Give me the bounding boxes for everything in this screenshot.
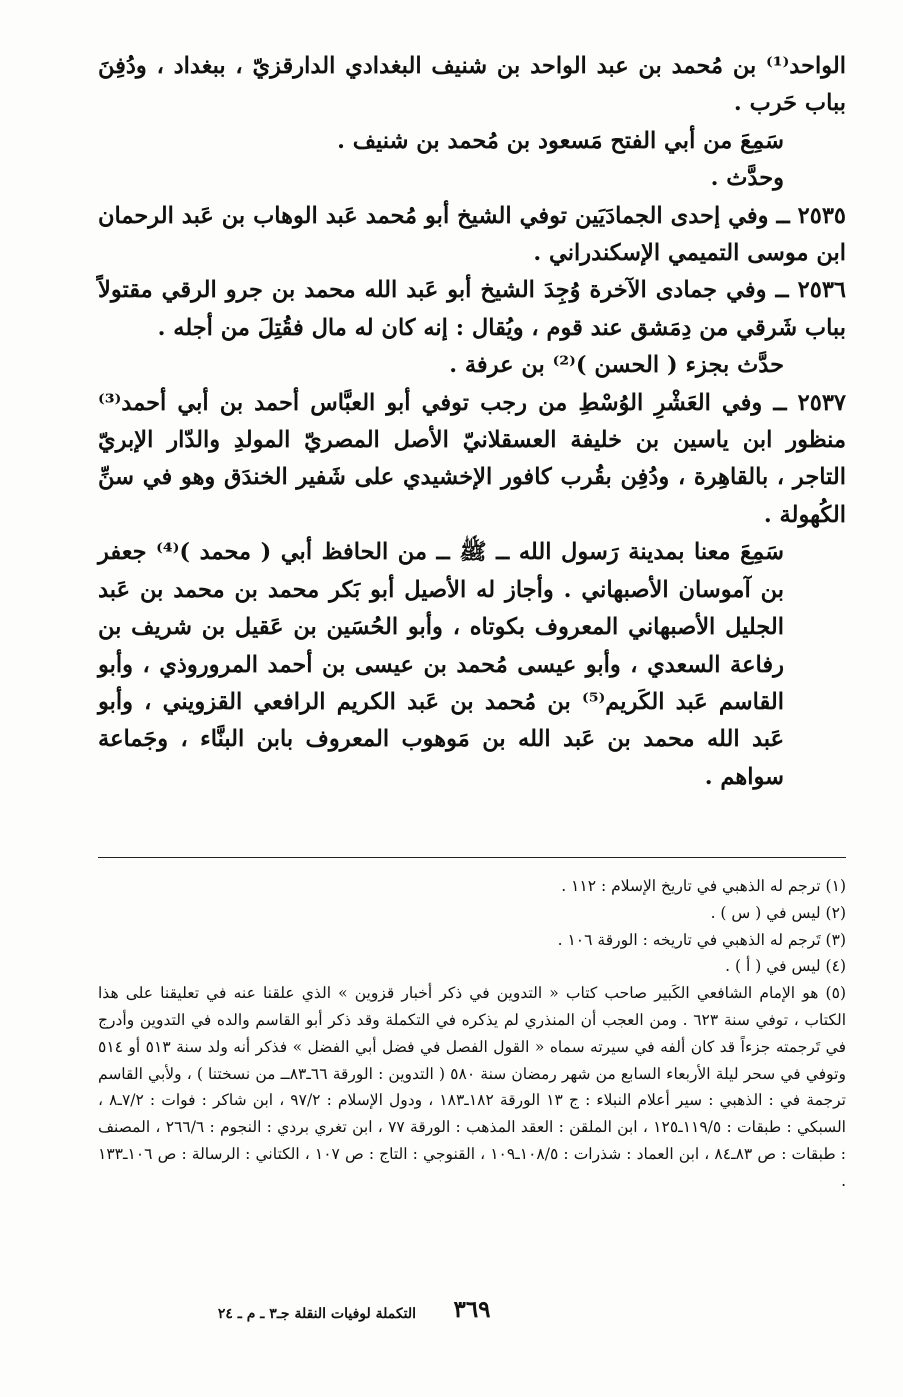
entry-2536: ٢٥٣٦ ــ وفي جمادى الآخرة وُجِدَ الشيخ أبو عَبد الله محمد بن جرو الرقي مقتولاً بباب شَرقي من دِمَشق عند قوم ، ويُقال : إنه كان له مال فقُتِلَ من أجله . <box>98 277 846 341</box>
footnote-2: (٢) ليس في ( س ) . <box>710 903 846 922</box>
entry-2536-narrated: حدَّث بجزء ( الحسن )⁽²⁾ بن عرفة . <box>449 352 784 379</box>
footnote-3: (٣) تَرجم له الذهبي في تاريخه : الورقة ١٠٦ . <box>557 930 846 949</box>
entry-2537: ٢٥٣٧ ــ وفي العَشْرِ الوُسْطِ من رجب توفي أبو العبَّاس أحمد بن أبي أحمد⁽³⁾ منظور ابن ياسين بن خليفة العسقلانيّ الأصل المصريّ المولدِ والدّار الإبريّ التاجر ، بالقاهِرة ، ودُفِن بقُرب كافور الإخشيدي على شَفير الخندَق وهو في سنِّ الكُهولة . <box>98 389 846 528</box>
paragraph-2534-narrated: وحدَّث . <box>710 165 784 192</box>
paragraph-2534-cont: الواحد⁽¹⁾ بن مُحمد بن عبد الواحد بن شنيف البغدادي الدارقزيّ ، ببغداد ، ودُفِنَ بباب حَرب . <box>98 53 846 117</box>
printer-signature: التكملة لوفيات النقلة جـ٣ ـ م ـ ٢٤ <box>217 1306 416 1322</box>
entry-2537-heard: سَمِعَ معنا بمدينة رَسول الله ــ ﷺ ــ من الحافظ أبي ( محمد )⁽⁴⁾ جعفر بن آموسان الأصبهاني . وأجاز له الأصيل أبو بَكر محمد بن محمد بن عَبد الجليل الأصبهاني المعروف بكوتاه ، وأبو الحُسَين بن عَقيل بن شريف بن رفاعة السعدي ، وأبو عيسى مُحمد بن عيسى بن أحمد المروروذي ، وأبو القاسم عَبد الكَريم⁽⁵⁾ بن مُحمد بن عَبد الكريم الرافعي القزويني ، وأبو عَبد الله محمد بن عَبد الله بن مَوهوب المعروف بابن البنَّاء ، وجَماعة سواهم . <box>98 539 785 790</box>
footnote-divider <box>98 857 846 858</box>
footnote-1: (١) ترجم له الذهبي في تاريخ الإسلام : ١١٢ . <box>561 877 846 895</box>
paragraph-2534-heard: سَمِعَ من أبي الفتح مَسعود بن مُحمد بن شنيف . <box>337 127 784 154</box>
footnote-5: (٥) هو الإمام الشافعي الكَبير صاحب كتاب « التدوين في ذكر أخبار قزوين » الذي علقنا عنه في تعليقنا على هذا الكتاب ، توفي سنة ٦٢٣ . ومن العجب أن المنذري لم يذكره في التكملة وقد ذكر أبو القاسم والده في التدوين وأدرج في تَرجمته جزءاً قد كان ألفه في سيرته سماه « القول الفصل في فضل أبي الفضل » فذكر أنه ولد سنة ٥١٣ أو ٥١٤ وتوفي في سحر ليلة الأربعاء السابع من شهر رمضان سنة ٥٨٠ ( التدوين : الورقة ٦٦ـ٨٣ــ من نسختنا ) ، ولأبي القاسم ترجمة في : الذهبي : سير أعلام النبلاء : ج ١٣ الورقة ١٨٢ـ١٨٣ ، ودول الإسلام : ٩٧/٢ ، ابن شاكر : فوات : ٧/٢ـ٨ ، السبكي : طبقات : ١١٩/٥ـ١٢٥ ، ابن الملقن : العقد المذهب : الورقة ٧٧ ، ابن تغري بردي : النجوم : ٢٦٦/٦ ، المصنف : طبقات : ص ٨٣ـ٨٤ ، ابن العماد : شذرات : ١٠٨/٥ـ١٠٩ ، القنوجي : التاج : ص ١٠٧ ، الكتاني : الرسالة : ص ١٠٦ـ١٣٣ . <box>98 984 847 1190</box>
entry-2535: ٢٥٣٥ ــ وفي إحدى الجمادَيَين توفي الشيخ أبو مُحمد عَبد الوهاب بن عَبد الرحمان ابن موسى التميمي الإسكندراني . <box>98 202 846 267</box>
footnote-4: (٤) ليس في ( أ ) . <box>725 957 846 976</box>
main-text <box>98 48 846 796</box>
page-number: ٣٦٩ <box>453 1296 491 1323</box>
body-text <box>98 48 846 796</box>
footnotes <box>98 873 846 1195</box>
